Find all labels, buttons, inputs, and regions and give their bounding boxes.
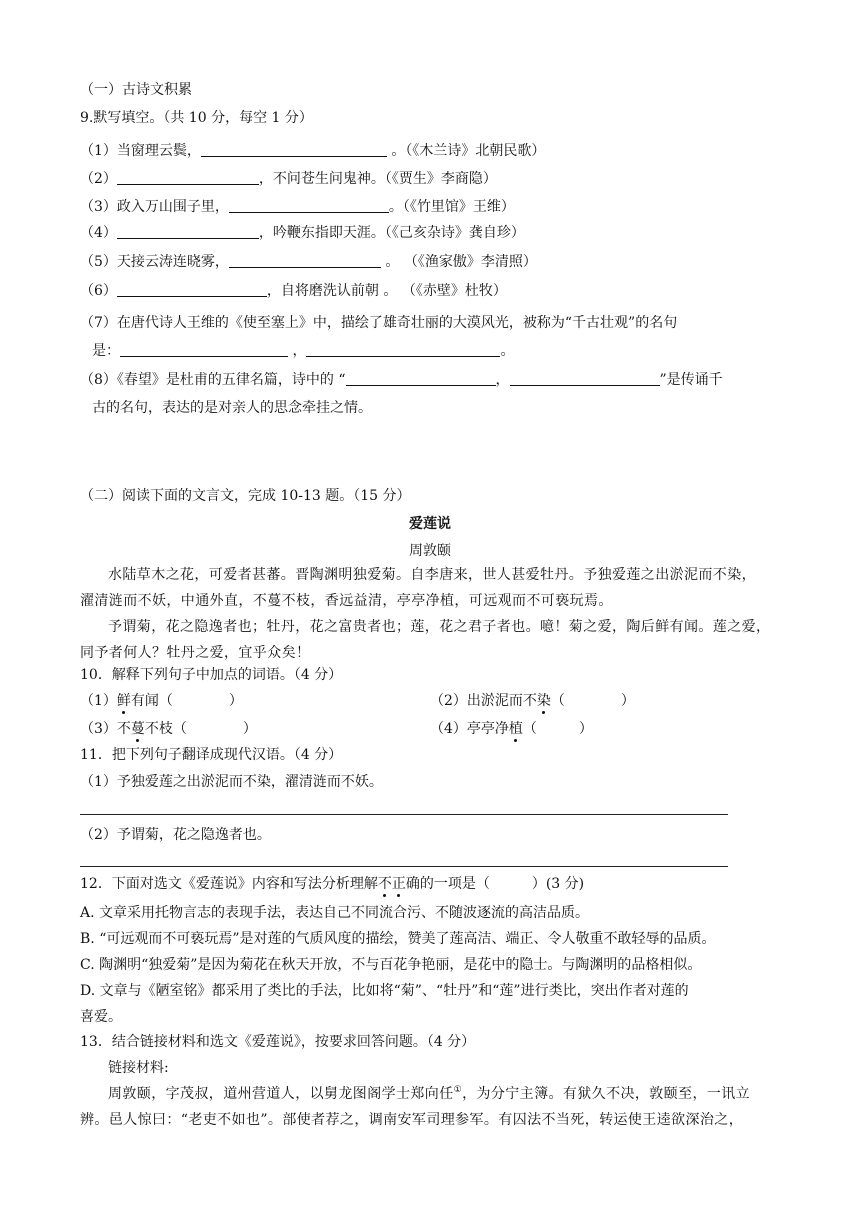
answer-blank[interactable] xyxy=(229,252,381,268)
fill-item-4: （4） ，吟鞭东指即天涯。（《己亥杂诗》龚自珍） xyxy=(80,225,525,241)
answer-blank[interactable] xyxy=(120,341,288,357)
fill-item-1: （1）当窗理云鬓， 。（《木兰诗》北朝民歌） xyxy=(80,143,546,159)
answer-blank[interactable] xyxy=(510,370,660,386)
passage-author: 周敦颐 xyxy=(409,543,451,559)
section-heading-2: （二）阅读下面的文言文，完成 10-13 题。（15 分） xyxy=(80,488,411,504)
question-11-2: （2）予谓菊，花之隐逸者也。 xyxy=(80,827,271,843)
answer-line[interactable] xyxy=(80,866,728,867)
section-heading-1: （一）古诗文积累 xyxy=(80,82,192,98)
fill-item-5: （5）天接云涛连晓雾， 。 （《渔家傲》李清照） xyxy=(80,254,537,270)
question-13: 13．结合链接材料和选文《爱莲说》，按要求回答问题。（4 分） xyxy=(80,1034,476,1050)
answer-blank[interactable] xyxy=(117,169,259,185)
question-9: 9.默写填空。（共 10 分，每空 1 分） xyxy=(80,110,313,126)
option-d-cont: 喜爱。 xyxy=(80,1009,122,1025)
option-c: C. 陶渊明“独爱菊”是因为菊花在秋天开放，不与百花争艳丽，是花中的隐士。与陶渊明的品格相似。 xyxy=(80,957,702,973)
option-d: D. 文章与《陋室铭》都采用了类比的手法，比如将“菊”、“牡丹”和“莲”进行类比，突出作者对莲的 xyxy=(80,983,689,999)
answer-blank[interactable] xyxy=(306,341,500,357)
answer-blank[interactable] xyxy=(117,223,259,239)
question-12: 12．下面对选文《爱莲说》内容和写法分析理解不正确的一项是（ ）(3 分) xyxy=(80,876,585,892)
link-material-label: 链接材料: xyxy=(108,1060,169,1076)
fill-item-6: （6） ，自将磨洗认前朝 。 （《赤壁》杜牧） xyxy=(80,283,507,299)
passage-paragraph-1: 水陆草木之花，可爱者甚蕃。晋陶渊明独爱菊。自李唐来，世人甚爱牡丹。予独爱莲之出淤泥而不染， 濯清涟而不妖，中通外直，不蔓不枝，香远益清，亭亭净植，可远观而不可亵玩焉。 xyxy=(80,567,756,609)
fill-item-2: （2） ，不问苍生问鬼神。（《贾生》李商隐） xyxy=(80,171,497,187)
fill-item-8: （8）《春望》是杜甫的五律名篇，诗中的 “ ， ”是传诵千 xyxy=(80,372,723,388)
option-b: B. “可远观而不可亵玩焉”是对莲的气质风度的描绘，赞美了莲高洁、端正、令人敬重不敢轻辱的品质。 xyxy=(80,931,716,947)
passage-title: 爱莲说 xyxy=(409,516,451,532)
question-10-row-2: （3）不蔓不枝（ ） （4）亭亭净植（ ） xyxy=(80,721,593,737)
question-11-1: （1）予独爱莲之出淤泥而不染，濯清涟而不妖。 xyxy=(80,774,383,790)
passage-paragraph-2: 予谓菊，花之隐逸者也；牡丹，花之富贵者也；莲，花之君子者也。噫！菊之爱，陶后鲜有闻。莲之爱， 同予者何人？牡丹之爱，宜乎众矣！ xyxy=(80,619,771,661)
link-material-paragraph: 周敦颐，字茂叔，道州营道人，以舅龙图阁学士郑向任①，为分宁主簿。有狱久不决，敦颐至，一讯立 辨。邑人惊曰：“老吏不如也”。部使者荐之，调南安军司理参军。有囚法不当死，转运使王逵欲深治之， xyxy=(80,1085,751,1128)
fill-item-7: （7）在唐代诗人王维的《使至塞上》中，描绘了雄奇壮丽的大漠风光，被称为“千古壮观”的名句 xyxy=(80,315,678,331)
option-a: A. 文章采用托物言志的表现手法，表达自己不同流合污、不随波逐流的高洁品质。 xyxy=(80,905,590,921)
question-11: 11．把下列句子翻译成现代汉语。（4 分） xyxy=(80,747,343,763)
question-10: 10．解释下列句子中加点的词语。（4 分） xyxy=(80,667,343,683)
answer-blank[interactable] xyxy=(229,197,389,213)
answer-blank[interactable] xyxy=(346,370,496,386)
fill-item-7-answer: 是： ， 。 xyxy=(92,343,515,359)
fill-item-8-cont: 古的名句，表达的是对亲人的思念牵挂之情。 xyxy=(92,400,372,416)
answer-blank[interactable] xyxy=(117,281,267,297)
answer-line[interactable] xyxy=(80,814,728,815)
question-10-row-1: （1）鲜有闻（ ） （2）出淤泥而不染（ ） xyxy=(80,693,635,709)
answer-blank[interactable] xyxy=(201,141,387,157)
fill-item-3: （3）政入万山围子里， 。（《竹里馆》王维） xyxy=(80,199,515,215)
